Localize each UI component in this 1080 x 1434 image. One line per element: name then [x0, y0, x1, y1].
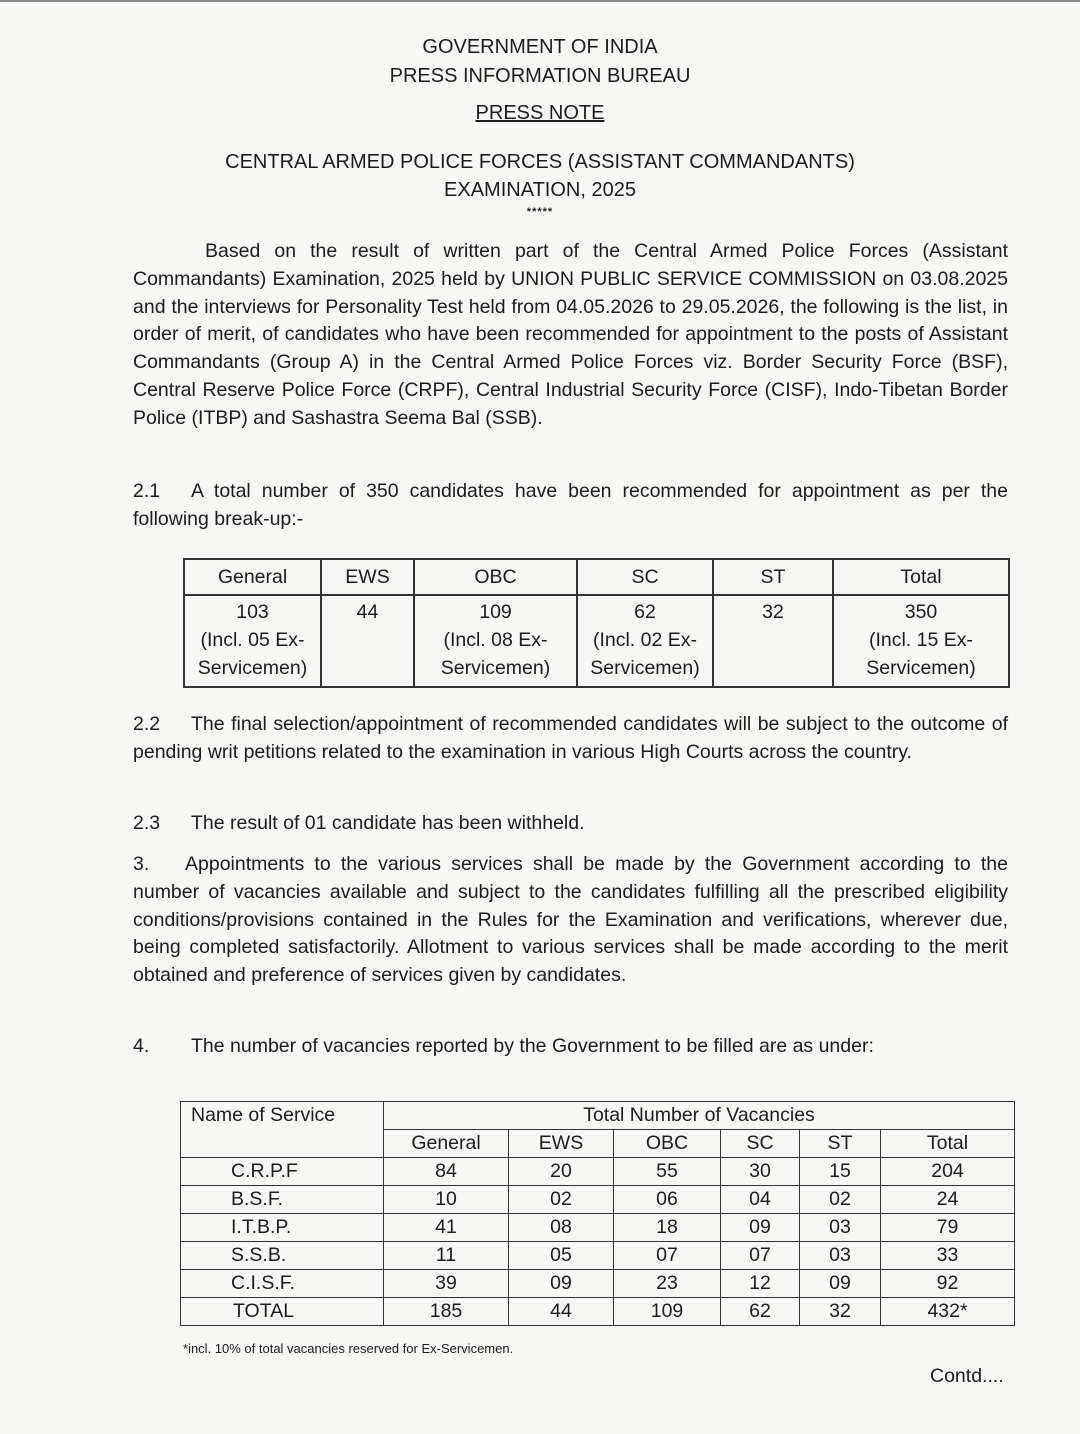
- table-cell: 02: [800, 1186, 881, 1214]
- total-cell: 62: [721, 1298, 800, 1326]
- gov-heading: GOVERNMENT OF INDIA: [422, 36, 658, 58]
- breakup-header-cell: OBC: [414, 559, 577, 595]
- breakup-value: 350: [904, 601, 938, 623]
- breakup-header-cell: Total: [833, 559, 1009, 595]
- table-cell: 18: [614, 1214, 721, 1242]
- breakup-value: 32: [762, 601, 784, 623]
- table-cell: 15: [800, 1158, 881, 1186]
- table-cell: 23: [614, 1270, 721, 1298]
- paragraph-number: 2.2: [133, 713, 161, 735]
- paragraph-2-2: [133, 711, 1008, 767]
- table-cell: 03: [800, 1242, 881, 1270]
- table-cell: 09: [800, 1270, 881, 1298]
- total-cell: 44: [509, 1298, 614, 1326]
- column-header: Total: [881, 1130, 1015, 1158]
- table-cell: 24: [881, 1186, 1015, 1214]
- paragraph-text: Appointments to the various services shall be made by the Government according to the number of vacancies available and subject to the candidates fulfilling all the prescribed eligibility conditions/provisions contained in the Rules for the Examination and verifications, wherever due, being completed satisfactorily. Allotment to various services shall be made according to the merit obtained and preference of services given by candidates.: [133, 853, 1008, 987]
- table-cell: 33: [881, 1242, 1015, 1270]
- breakup-value: 109: [479, 601, 512, 623]
- total-cell: 185: [384, 1298, 509, 1326]
- table-cell: 204: [881, 1158, 1015, 1186]
- paragraph-number: 3.: [133, 853, 150, 875]
- paragraph-text: The final selection/appointment of recommended candidates will be subject to the outcome of pending writ petitions related to the examination in various High Courts across the country.: [133, 713, 1008, 763]
- stars-divider: *****: [526, 206, 554, 218]
- paragraph-2-1: [133, 478, 1008, 534]
- press-note-heading: PRESS NOTE: [475, 102, 605, 124]
- column-header: General: [384, 1130, 509, 1158]
- vacancies-table: [180, 1101, 1015, 1326]
- breakup-note: (Incl. 08 Ex-Servicemen): [440, 629, 551, 679]
- service-name: B.S.F.: [181, 1186, 384, 1214]
- service-name: I.T.B.P.: [181, 1214, 384, 1242]
- service-name: C.R.P.F: [181, 1158, 384, 1186]
- column-header: ST: [800, 1130, 881, 1158]
- intro-paragraph: Based on the result of written part of the Central Armed Police Forces (Assistant Commandants) Examination, 2025 held by UNION PUBLIC SERVICE COMMISSION on 03.08.2025 and the interviews for Personality Test held from 04.05.2026 to 29.05.2026, the following is the list, in order of merit, of candidates who have been recommended for appointment to the posts of Assistant Commandants (Group A) in the Central Armed Police Forces viz. Border Security Force (BSF), Central Reserve Police Force (CRPF), Central Industrial Security Force (CISF), Indo-Tibetan Border Police (ITBP) and Sashastra Seema Bal (SSB).: [133, 240, 1008, 429]
- column-header: EWS: [509, 1130, 614, 1158]
- table-cell: 02: [509, 1186, 614, 1214]
- total-label: TOTAL: [181, 1298, 384, 1326]
- breakup-header-cell: SC: [577, 559, 713, 595]
- table-cell: 07: [614, 1242, 721, 1270]
- paragraph-text: The result of 01 candidate has been withheld.: [191, 812, 585, 834]
- breakup-cell: [577, 595, 713, 687]
- paragraph-number: 2.1: [133, 480, 161, 502]
- table-cell: 79: [881, 1214, 1015, 1242]
- table-cell: 09: [721, 1214, 800, 1242]
- table-row: [181, 1242, 1015, 1270]
- table-cell: 20: [509, 1158, 614, 1186]
- bureau-heading: PRESS INFORMATION BUREAU: [389, 65, 691, 87]
- breakup-table: [183, 558, 1010, 688]
- table-cell: 04: [721, 1186, 800, 1214]
- column-header: SC: [721, 1130, 800, 1158]
- breakup-note: (Incl. 15 Ex-Servicemen): [866, 629, 976, 679]
- table-footnote: *incl. 10% of total vacancies reserved for Ex-Servicemen.: [183, 1341, 514, 1356]
- breakup-value: 62: [634, 601, 656, 623]
- table-row: [181, 1214, 1015, 1242]
- table-row: [181, 1186, 1015, 1214]
- paragraph-2-3: [133, 810, 1008, 838]
- table-cell: 55: [614, 1158, 721, 1186]
- table-cell: 10: [384, 1186, 509, 1214]
- grand-total-cell: 432*: [881, 1298, 1015, 1326]
- service-column-header: Name of Service: [181, 1102, 384, 1158]
- paragraph-4: [133, 1033, 1008, 1061]
- table-cell: 84: [384, 1158, 509, 1186]
- table-row: [181, 1158, 1015, 1186]
- paragraph-text: A total number of 350 candidates have been recommended for appointment as per the following break-up:-: [133, 480, 1008, 530]
- breakup-note: (Incl. 02 Ex-Servicemen): [590, 629, 700, 679]
- table-cell: 41: [384, 1214, 509, 1242]
- column-header: OBC: [614, 1130, 721, 1158]
- breakup-value: 103: [236, 601, 269, 623]
- total-cell: 109: [614, 1298, 721, 1326]
- breakup-cell: [184, 595, 321, 687]
- breakup-cell: [713, 595, 833, 687]
- breakup-value-row: [184, 595, 1009, 687]
- table-cell: 06: [614, 1186, 721, 1214]
- paragraph-text: The number of vacancies reported by the Government to be filled are as under:: [191, 1035, 874, 1057]
- table-cell: 07: [721, 1242, 800, 1270]
- table-cell: 12: [721, 1270, 800, 1298]
- breakup-header-cell: EWS: [321, 559, 414, 595]
- continued-note: Contd....: [930, 1365, 1004, 1387]
- breakup-header-row: [184, 559, 1009, 595]
- paragraph-3: [133, 851, 1008, 990]
- total-cell: 32: [800, 1298, 881, 1326]
- breakup-header-cell: ST: [713, 559, 833, 595]
- service-name: S.S.B.: [181, 1242, 384, 1270]
- document-title-line2: EXAMINATION, 2025: [444, 179, 636, 201]
- vacancies-group-header: Total Number of Vacancies: [384, 1102, 1015, 1130]
- service-name: C.I.S.F.: [181, 1270, 384, 1298]
- table-cell: 39: [384, 1270, 509, 1298]
- table-cell: 03: [800, 1214, 881, 1242]
- table-cell: 09: [509, 1270, 614, 1298]
- table-cell: 11: [384, 1242, 509, 1270]
- table-cell: 08: [509, 1214, 614, 1242]
- table-cell: 30: [721, 1158, 800, 1186]
- vacancies-group-header-row: [181, 1102, 1015, 1130]
- document-title-line1: CENTRAL ARMED POLICE FORCES (ASSISTANT COMMANDANTS): [225, 151, 855, 173]
- breakup-note: (Incl. 05 Ex-Servicemen): [197, 629, 308, 679]
- paragraph-number: 2.3: [133, 812, 161, 834]
- table-cell: 05: [509, 1242, 614, 1270]
- table-row: [181, 1270, 1015, 1298]
- top-border: [0, 0, 1080, 2]
- table-cell: 92: [881, 1270, 1015, 1298]
- total-row: [181, 1298, 1015, 1326]
- breakup-cell: [414, 595, 577, 687]
- breakup-header-cell: General: [184, 559, 321, 595]
- breakup-cell: [833, 595, 1009, 687]
- paragraph-number: 4.: [133, 1035, 150, 1057]
- breakup-value: 44: [356, 601, 379, 623]
- breakup-cell: [321, 595, 414, 687]
